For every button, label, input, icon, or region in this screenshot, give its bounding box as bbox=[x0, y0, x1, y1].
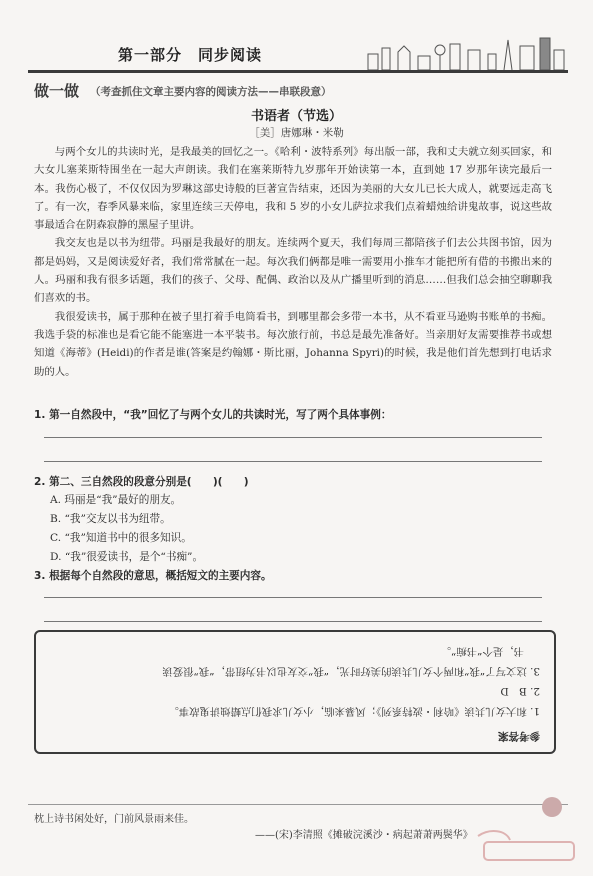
page-header bbox=[28, 36, 568, 76]
article-author: ［美］唐娜琳・米勒 bbox=[249, 127, 344, 139]
paragraph-1: 与两个女儿的共读时光，是我最美的回忆之一。《哈利・波特系列》每出版一部，我和丈夫就立刻买回家，和大女儿塞莱斯特围坐在一起大声朗读。我们在塞莱斯特九岁那年开始读第一本，直到她 17 岁那年读完最后一本。我伤心极了，不仅仅因为罗琳这部史诗般的巨著宣告结束，还因为美丽的大女儿已长大成人，就要远走高飞了。有一次，春季风暴来临，家里连续三天停电，我和 5 岁的小女儿萨拉求我们点着蜡烛给讲鬼故事，说这些故事最适合在阴森寂静的黑屋子里讲。 bbox=[34, 146, 552, 232]
answer-line-2: 2. B D bbox=[500, 685, 540, 697]
section-tag: 做一做 bbox=[34, 82, 80, 100]
answer-line[interactable] bbox=[44, 437, 542, 438]
answer-key-box bbox=[34, 630, 556, 754]
header-title: 第一部分 同步阅读 bbox=[118, 46, 263, 64]
option-d: D. “我”很爱读书，是个“书痴”。 bbox=[50, 551, 204, 563]
footer-quote: 枕上诗书闲处好，门前风景雨来佳。 bbox=[34, 814, 194, 825]
question-3: 3. 根据每个自然段的意思，概括短文的主要内容。 bbox=[34, 570, 272, 582]
paragraph-3: 我很爱读书，属于那种在被子里打着手电筒看书，到哪里都会多带一本书，从不看亚马逊购书账单的书痴。我选手袋的标准也是看它能不能塞进一本平装书。每次旅行前，书总是最先准备好。当亲朋好友需要推荐书或想知道《海蒂》(Heidi)的作者是谁(答案是约翰娜・斯比丽，Johanna Spyri)的时候，我是他们首先想到打电话求助的人。 bbox=[34, 310, 552, 378]
page-number-badge bbox=[542, 797, 562, 817]
footer-source: ——(宋)李清照《摊破浣溪沙・病起萧萧两鬓华》 bbox=[255, 830, 473, 841]
footer-rule bbox=[28, 804, 568, 805]
answer-line-3: 3. 这文写了“我”和两个女儿共读的美好时光，“我”交友也以书为纽带，“我”很爱读 bbox=[162, 665, 540, 677]
article-title: 书语者（节选） bbox=[250, 109, 342, 124]
question-1: 1. 第一自然段中，“我”回忆了与两个女儿的共读时光，写了两个具体事例： bbox=[34, 409, 392, 421]
option-c: C. “我”知道书中的很多知识。 bbox=[50, 532, 192, 544]
city-skyline-decoration-icon bbox=[358, 36, 568, 70]
paragraph-2: 我交友也是以书为纽带。玛丽是我最好的朋友。连续两个夏天，我们每周三都陪孩子们去公共图书馆，因为都是妈妈，又是阅读爱好者，我们常常腻在一起。每次我们俩都是唯一需要用小推车才能把所有借的书搬出来的人。玛丽和我有很多话题，我们的孩子、父母、配偶、政治以及从广播里听到的消息……但我们总会抽空聊聊我们喜欢的书。 bbox=[34, 237, 552, 305]
answer-line-1: 1. 和大女儿共读《哈利・波特系列》；风暴来临，小女儿求我们点蜡烛讲鬼故事。 bbox=[168, 705, 540, 717]
answer-line-4: 书，是个“书痴”。 bbox=[440, 645, 524, 657]
option-a: A. 玛丽是“我”最好的朋友。 bbox=[50, 494, 182, 506]
answer-line[interactable] bbox=[44, 461, 542, 462]
answer-key-rotated bbox=[36, 632, 554, 752]
header-rule bbox=[28, 70, 568, 73]
answer-line[interactable] bbox=[44, 597, 542, 598]
section-note: （考查抓住文章主要内容的阅读方法——串联段意） bbox=[90, 86, 332, 98]
article-body bbox=[34, 143, 552, 381]
answer-line[interactable] bbox=[44, 621, 542, 622]
site-watermark-icon bbox=[470, 826, 588, 870]
option-b: B. “我”交友以书为纽带。 bbox=[50, 513, 171, 525]
question-2: 2. 第二、三自然段的段意分别是( )( ) bbox=[34, 476, 249, 488]
answer-key-title: 参考答案 bbox=[498, 730, 540, 742]
